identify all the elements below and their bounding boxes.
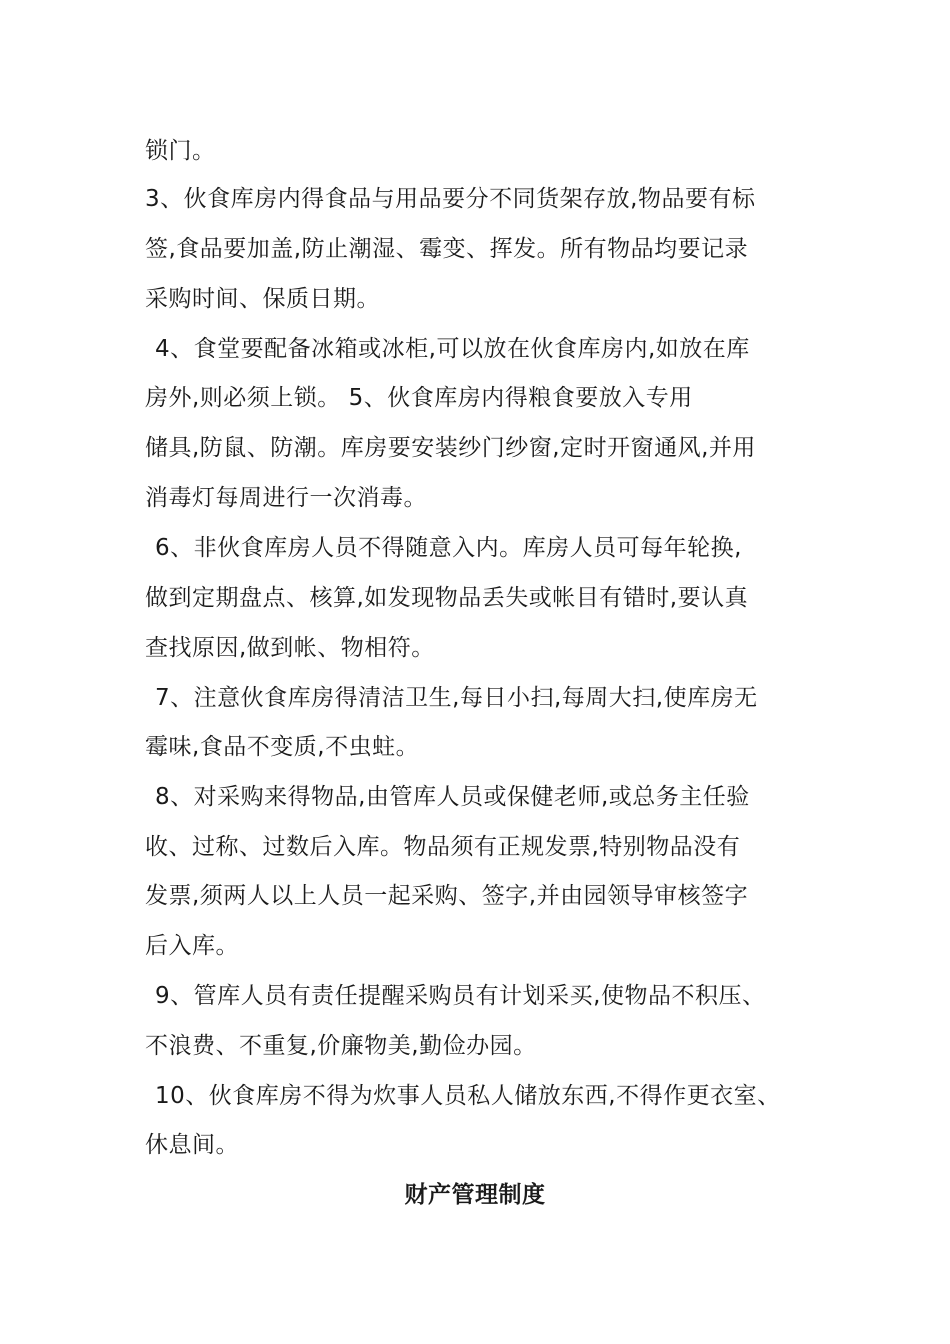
text-line: 签,食品要加盖,防止潮湿、霉变、挥发。所有物品均要记录 bbox=[145, 236, 749, 262]
text-line: 收、过称、过数后入库。物品须有正规发票,特别物品没有 bbox=[145, 834, 741, 860]
section-heading: 财产管理制度 bbox=[404, 1182, 546, 1208]
text-line: 发票,须两人以上人员一起采购、签字,并由园领导审核签字 bbox=[145, 883, 749, 909]
text-line: 后入库。 bbox=[145, 933, 239, 959]
text-line: 做到定期盘点、核算,如发现物品丢失或帐目有错时,要认真 bbox=[145, 585, 749, 611]
text-line: 不浪费、不重复,价廉物美,勤俭办园。 bbox=[145, 1033, 537, 1059]
text-line: 7、注意伙食库房得清洁卫生,每日小扫,每周大扫,使库房无 bbox=[155, 685, 758, 711]
text-line: 4、食堂要配备冰箱或冰柜,可以放在伙食库房内,如放在库 bbox=[155, 336, 750, 362]
text-line: 6、非伙食库房人员不得随意入内。库房人员可每年轮换, bbox=[155, 535, 742, 561]
text-line: 锁门。 bbox=[145, 138, 216, 164]
text-line: 8、对采购来得物品,由管库人员或保健老师,或总务主任验 bbox=[155, 784, 750, 810]
text-line: 查找原因,做到帐、物相符。 bbox=[145, 635, 435, 661]
text-line: 10、伙食库房不得为炊事人员私人储放东西,不得作更衣室、 bbox=[155, 1083, 781, 1109]
text-line: 霉味,食品不变质,不虫蛀。 bbox=[145, 734, 420, 760]
text-line: 3、伙食库房内得食品与用品要分不同货架存放,物品要有标 bbox=[145, 186, 756, 212]
text-line: 9、管库人员有责任提醒采购员有计划采买,使物品不积压、 bbox=[155, 983, 766, 1009]
text-line: 消毒灯每周进行一次消毒。 bbox=[145, 485, 427, 511]
text-line: 储具,防鼠、防潮。库房要安装纱门纱窗,定时开窗通风,并用 bbox=[145, 435, 756, 461]
text-line: 房外,则必须上锁。 5、伙食库房内得粮食要放入专用 bbox=[145, 385, 693, 411]
text-line: 休息间。 bbox=[145, 1132, 239, 1158]
text-line: 采购时间、保质日期。 bbox=[145, 286, 380, 312]
